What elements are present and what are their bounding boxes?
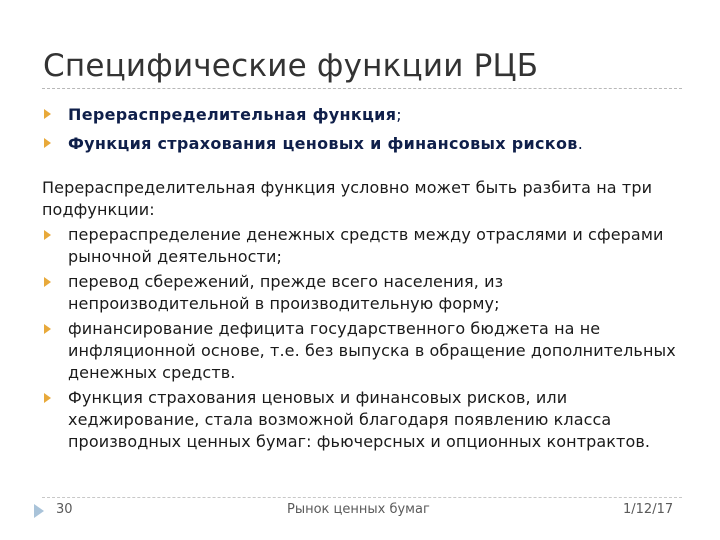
top-item-insurance <box>42 129 682 158</box>
top-item-suffix: . <box>577 134 583 153</box>
list-item-text: перевод сбережений, прежде всего населения, из непроизводительной в производительную форму; <box>68 272 504 313</box>
intro-paragraph: Перераспределительная функция условно может быть разбита на три подфункции: <box>42 178 653 219</box>
top-item-suffix: ; <box>396 105 402 124</box>
top-item-redistribution <box>42 100 682 129</box>
list-item-text: Функция страхования ценовых и финансовых рисков, или хеджирование, стала возможной благодаря появлению класса производных ценных бумаг: фьючерсных и опционных контрактов. <box>68 388 651 451</box>
triangle-marker-icon <box>34 504 44 518</box>
slide-title: Специфические функции РЦБ <box>43 48 539 84</box>
top-item-label: Функция страхования ценовых и финансовых рисков <box>68 134 578 153</box>
arrow-bullet-icon <box>44 230 51 240</box>
list-item <box>42 387 682 453</box>
list-item <box>42 271 682 315</box>
page-number: 30 <box>56 502 73 517</box>
footer-divider <box>42 497 682 498</box>
arrow-bullet-icon <box>44 138 51 148</box>
list-item <box>42 318 682 384</box>
title-divider <box>42 88 682 89</box>
arrow-bullet-icon <box>44 393 51 403</box>
slide-content <box>42 100 682 453</box>
list-item-text: перераспределение денежных средств между отраслями и сферами рыночной деятельности; <box>68 225 664 266</box>
arrow-bullet-icon <box>44 324 51 334</box>
list-item <box>42 224 682 268</box>
arrow-bullet-icon <box>44 109 51 119</box>
top-item-label: Перераспределительная функция <box>68 105 397 124</box>
footer-date: 1/12/17 <box>623 502 674 517</box>
footer-title: Рынок ценных бумаг <box>287 502 430 517</box>
list-item-text: финансирование дефицита государственного бюджета на не инфляционной основе, т.е. без выпуска в обращение дополнительных денежных средств. <box>68 319 676 382</box>
arrow-bullet-icon <box>44 277 51 287</box>
